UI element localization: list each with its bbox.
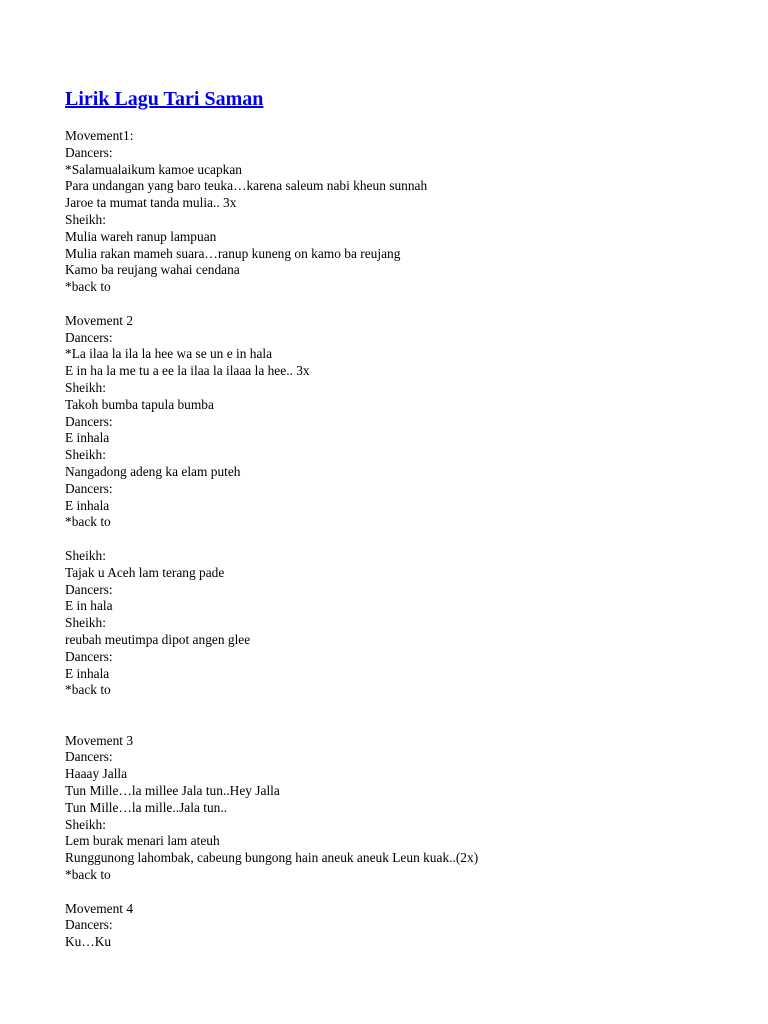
lyric-line: Movement1: <box>65 128 134 143</box>
lyric-line: Dancers: <box>65 749 113 765</box>
lyric-line: *back to <box>65 682 111 698</box>
blank-line <box>65 716 745 733</box>
lyric-line: Ku…Ku <box>65 934 112 950</box>
lyric-line: Movement 2 <box>65 312 134 328</box>
lyric-line: Sheikh: <box>65 447 106 463</box>
lyric-line: Dancers: <box>65 413 113 429</box>
blank-line <box>65 296 745 313</box>
lyric-line: Dancers: <box>65 480 113 496</box>
lyric-line: Runggunong lahombak, cabeung bungong hain aneuk aneuk Leun kuak..(2x) <box>65 850 479 866</box>
lyric-line: *back to <box>65 279 111 295</box>
lyric-line: E inhala <box>65 430 110 446</box>
lyric-line: reubah meutimpa dipot angen glee <box>65 631 251 647</box>
lyric-line: Movement 3 <box>65 732 134 748</box>
lyric-line: Kamo ba reujang wahai cendana <box>65 262 240 278</box>
lyric-line: Sheikh: <box>65 379 106 395</box>
lyric-line: Dancers: <box>65 917 113 933</box>
lyric-line: *back to <box>65 867 111 883</box>
lyric-line: Lem burak menari lam ateuh <box>65 833 220 849</box>
lyric-line: Mulia rakan mameh suara…ranup kuneng on kamo ba reujang <box>65 245 401 261</box>
blank-line <box>65 699 745 716</box>
lyric-line: Movement 4 <box>65 900 134 916</box>
lyric-line: E inhala <box>65 497 110 513</box>
lyric-line: Para undangan yang baro teuka…karena saleum nabi kheun sunnah <box>65 178 428 194</box>
lyric-line: Sheikh: <box>65 816 106 832</box>
document-page <box>65 86 745 951</box>
blank-line <box>65 884 745 901</box>
lyric-line: Sheikh: <box>65 615 106 631</box>
document-title-link[interactable]: Lirik Lagu Tari Saman <box>65 88 264 110</box>
lyric-line: E in hala <box>65 598 113 614</box>
lyric-line: Nangadong adeng ka elam puteh <box>65 463 241 479</box>
lyric-line: Mulia wareh ranup lampuan <box>65 228 217 244</box>
lyric-line: Jaroe ta mumat tanda mulia.. 3x <box>65 195 237 211</box>
lyric-line: Haaay Jalla <box>65 766 128 782</box>
lyric-line: *back to <box>65 514 111 530</box>
lyric-line: Tun Mille…la millee Jala tun..Hey Jalla <box>65 783 280 799</box>
lyric-line: Dancers: <box>65 648 113 664</box>
lyric-line: Dancers: <box>65 581 113 597</box>
lyric-line: Dancers: <box>65 329 113 345</box>
lyric-line: *La ilaa la ila la hee wa se un e in hala <box>65 346 273 362</box>
lyrics-body <box>65 128 745 951</box>
lyric-line: Sheikh: <box>65 547 106 563</box>
blank-line <box>65 531 745 548</box>
lyric-line: E inhala <box>65 665 110 681</box>
lyric-line: Dancers: <box>65 144 113 160</box>
lyric-line: E in ha la me tu a ee la ilaa la ilaaa la hee.. 3x <box>65 363 310 379</box>
lyric-line: Tun Mille…la mille..Jala tun.. <box>65 799 228 815</box>
lyric-line: Tajak u Aceh lam terang pade <box>65 564 225 580</box>
lyric-line: Sheikh: <box>65 211 106 227</box>
lyric-line: Takoh bumba tapula bumba <box>65 396 214 412</box>
lyric-line: *Salamualaikum kamoe ucapkan <box>65 161 242 177</box>
